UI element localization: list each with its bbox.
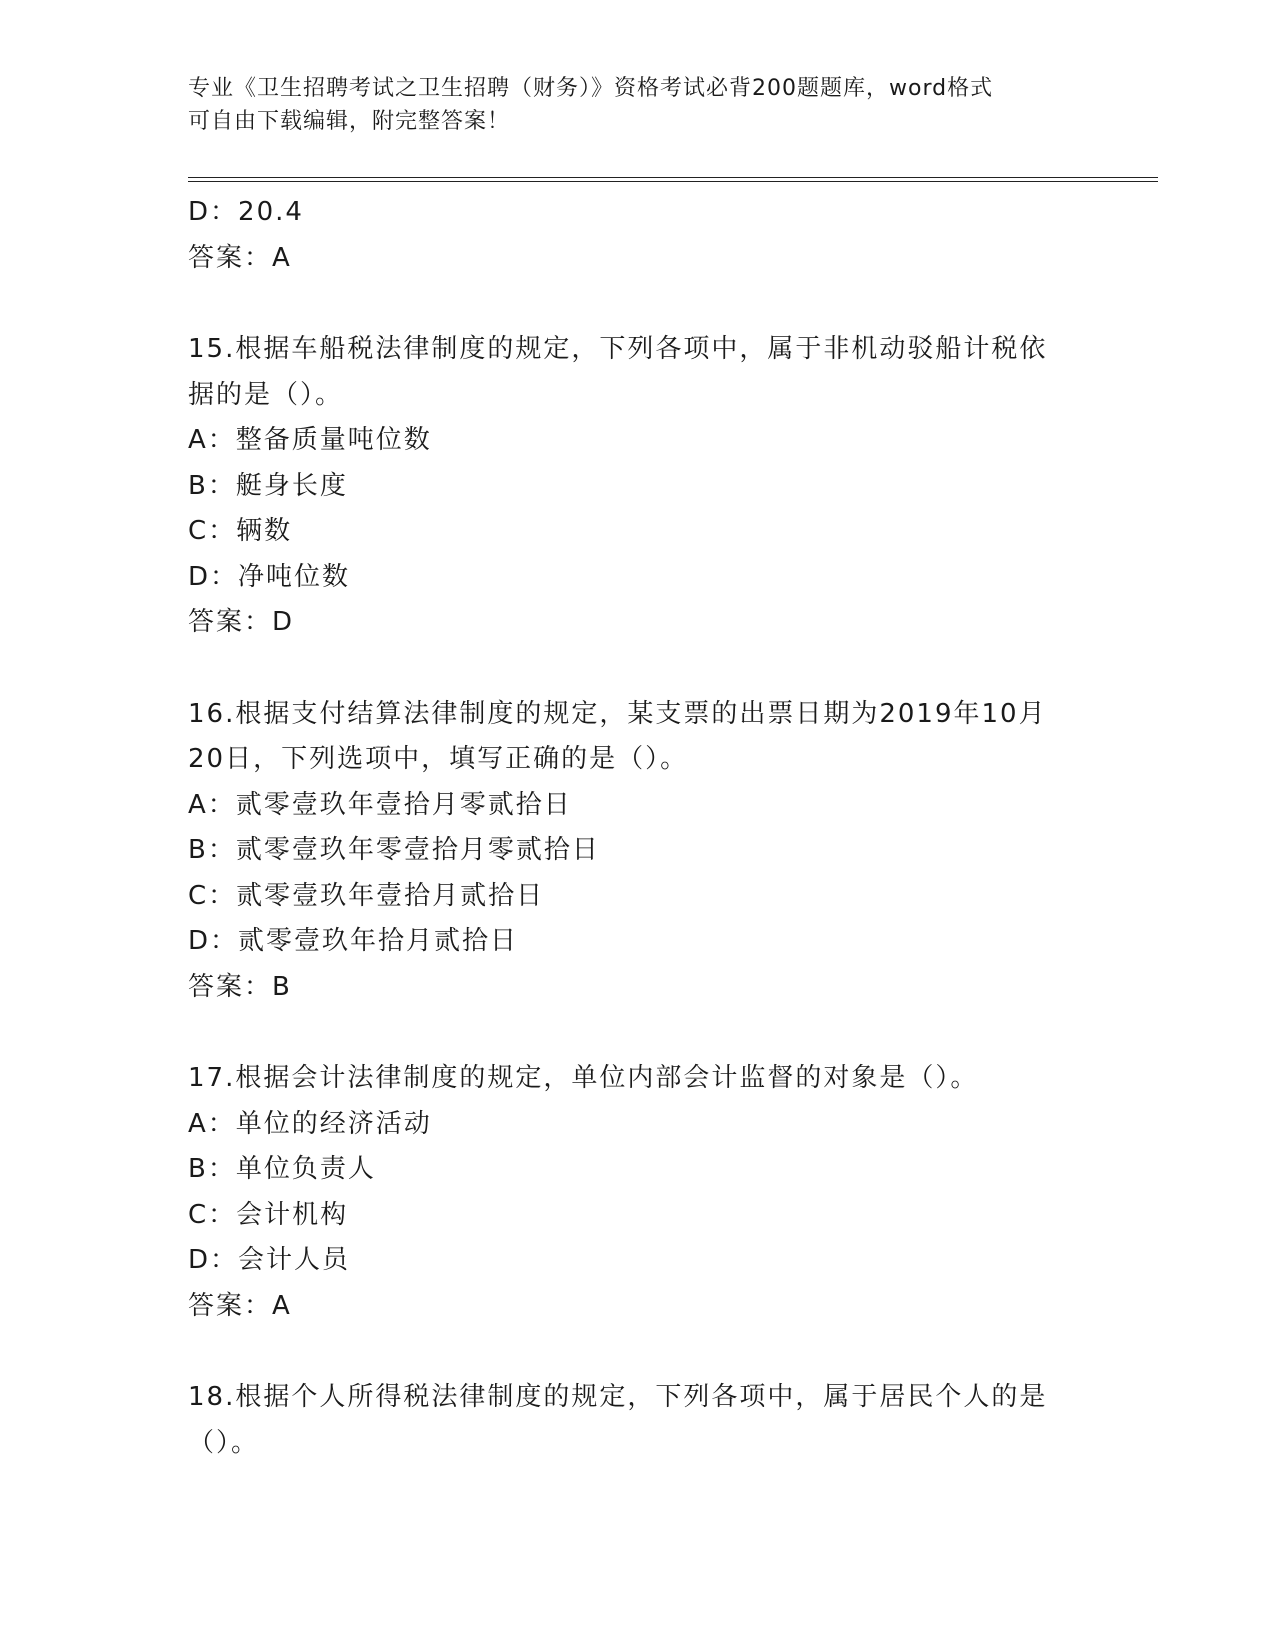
question-text: 15.根据车船税法律制度的规定，下列各项中，属于非机动驳船计税依 bbox=[188, 334, 1048, 364]
question-text-cont: 20日，下列选项中，填写正确的是（）。 bbox=[188, 744, 689, 774]
option-c: C：贰零壹玖年壹拾月贰拾日 bbox=[188, 880, 545, 911]
question-18 bbox=[188, 1375, 1088, 1466]
spacer bbox=[188, 646, 1088, 692]
header-line-2: 可自由下载编辑，附完整答案！ bbox=[188, 109, 511, 134]
header-divider bbox=[188, 177, 1158, 182]
spacer bbox=[188, 1329, 1088, 1375]
option-c: C：辆数 bbox=[188, 516, 293, 546]
question-text-cont: （）。 bbox=[188, 1427, 260, 1458]
option-b: B：贰零壹玖年零壹拾月零贰拾日 bbox=[188, 835, 600, 865]
question-15 bbox=[188, 327, 1088, 646]
spacer bbox=[188, 281, 1088, 327]
option-d: D：贰零壹玖年拾月贰拾日 bbox=[188, 926, 519, 956]
answer: 答案：B bbox=[188, 971, 292, 1002]
option-d: D：净吨位数 bbox=[188, 561, 351, 592]
option-a: A：单位的经济活动 bbox=[188, 1108, 432, 1139]
spacer bbox=[188, 1010, 1088, 1056]
question-text: 17.根据会计法律制度的规定，单位内部会计监督的对象是（）。 bbox=[188, 1063, 979, 1093]
answer: 答案：A bbox=[188, 1290, 292, 1321]
option-a: A：整备质量吨位数 bbox=[188, 425, 432, 455]
answer: 答案：D bbox=[188, 607, 295, 637]
question-17 bbox=[188, 1056, 1088, 1329]
question-text-cont: 据的是（）。 bbox=[188, 379, 344, 410]
option-d: D：会计人员 bbox=[188, 1245, 351, 1275]
option-a: A：贰零壹玖年壹拾月零贰拾日 bbox=[188, 789, 572, 820]
question-16 bbox=[188, 692, 1088, 1011]
document-content bbox=[188, 190, 1088, 1466]
option-b: B：艇身长度 bbox=[188, 470, 348, 501]
header-line-1: 专业《卫生招聘考试之卫生招聘（财务）》资格考试必背200题题库，word格式 bbox=[188, 76, 994, 101]
question-text: 16.根据支付结算法律制度的规定，某支票的出票日期为2019年10月 bbox=[188, 698, 1047, 729]
question-text: 18.根据个人所得税法律制度的规定，下列各项中，属于居民个人的是 bbox=[188, 1382, 1048, 1412]
answer: 答案：A bbox=[188, 242, 292, 273]
option-b: B：单位负责人 bbox=[188, 1154, 376, 1184]
page-header bbox=[188, 72, 1088, 138]
option-c: C：会计机构 bbox=[188, 1199, 349, 1230]
option-d: D：20.4 bbox=[188, 197, 304, 227]
